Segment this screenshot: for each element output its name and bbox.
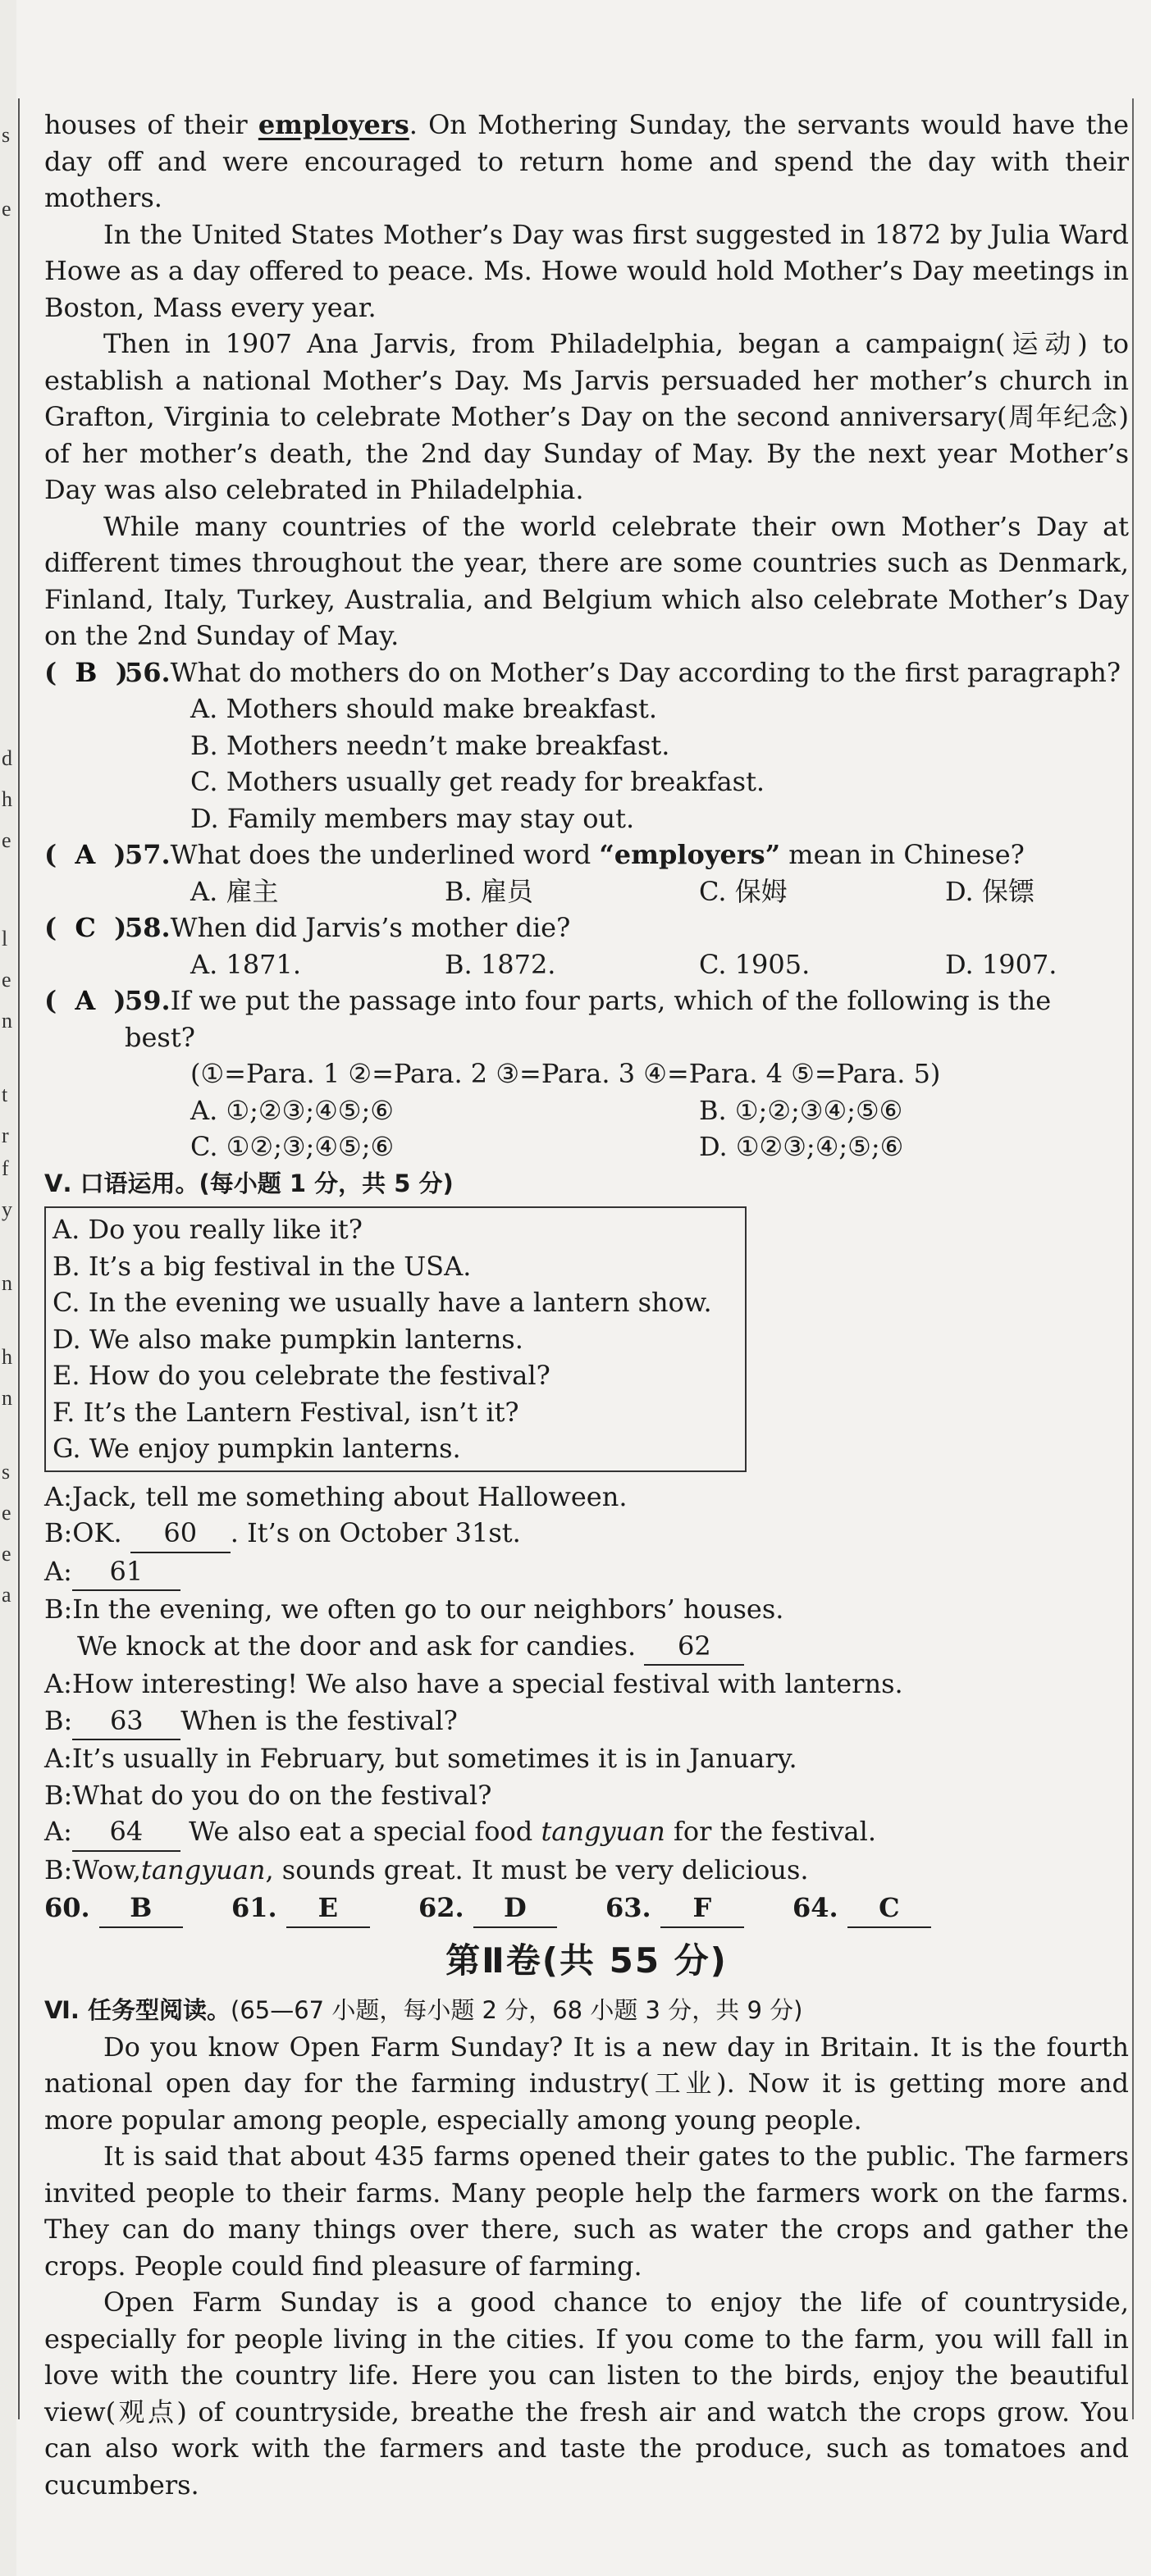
dialogue <box>44 1479 1129 1889</box>
dialogue-line: B:OK. 60 . It’s on October 31st. <box>44 1515 1129 1553</box>
reading-paragraph: Then in 1907 Ana Jarvis, from Philadelphia, began a campaign(运动) to establish a national Mother’s Day. Ms Jarvis persuaded her mother’s church in Grafton, Virginia to celebrate Mother’s Day on the second anniversary(周年纪念) of her mother’s death, the 2nd day Sunday of May. By the next year Mother’s Day was also celebrated in Philadelphia. <box>44 328 1129 505</box>
margin-letter: l <box>2 927 8 951</box>
option: C. ①②;③;④⑤;⑥ <box>190 1131 395 1162</box>
box-option: A. Do you really like it? <box>53 1214 363 1245</box>
answer-mark: ( B ) <box>44 656 128 688</box>
option: A. 雇主 <box>190 875 279 907</box>
margin-letter: y <box>2 1197 12 1221</box>
margin-letter: f <box>2 1156 9 1180</box>
option: C. 1905. <box>699 948 811 980</box>
dialogue-line: We knock at the door and ask for candies. 62 <box>44 1628 1129 1666</box>
section-5-title: Ⅴ. 口语运用。(每小题 1 分，共 5 分) <box>44 1169 454 1197</box>
margin-letter: h <box>2 1345 12 1369</box>
margin-letter: e <box>2 968 11 992</box>
margin-letter: d <box>2 746 12 770</box>
reading-paragraph: In the United States Mother’s Day was first suggested in 1872 by Julia Ward Howe as a day offered to peace. Ms. Howe would hold Mother’s Day meetings in Boston, Mass every year. <box>44 218 1129 323</box>
answer-mark: ( C ) <box>44 912 127 943</box>
reading-paragraph: While many countries of the world celebrate their own Mother’s Day at different times throughout the year, there are some countries such as Denmark, Finland, Italy, Turkey, Australia, and Belgium which also celebrate Mother’s Day on the 2nd Sunday of May. <box>44 510 1129 651</box>
margin-letter: e <box>2 828 11 852</box>
margin-letter: e <box>2 1542 11 1566</box>
dialogue-line: A: 64 We also eat a special food tangyuan for the festival. <box>44 1813 1129 1852</box>
option: A. Mothers should make breakfast. <box>190 693 658 724</box>
right-margin-rule <box>1132 98 1134 2419</box>
dialogue-line: B:In the evening, we often go to our neighbors’ houses. <box>44 1593 784 1625</box>
blank-64: 64 <box>72 1813 180 1852</box>
margin-letter: s <box>2 1460 11 1484</box>
option: B. 雇员 <box>445 875 533 907</box>
margin-letter: a <box>2 1583 11 1607</box>
margin-letter: s <box>2 123 11 147</box>
answer-mark: ( A ) <box>44 985 126 1016</box>
blank-61: 61 <box>72 1553 180 1592</box>
option: D. 1907. <box>945 948 1057 980</box>
blank-62: 62 <box>644 1628 744 1666</box>
answer-63: 63. F <box>605 1890 792 1928</box>
underlined-word: employers <box>258 109 409 140</box>
question-56: ( B ) 56.What do mothers do on Mother’s Day according to the first paragraph? <box>44 654 1129 691</box>
option: B. 1872. <box>445 948 556 980</box>
box-option: D. We also make pumpkin lanterns. <box>53 1323 523 1355</box>
answer-64: 64. C <box>792 1890 980 1928</box>
reading-paragraph: It is said that about 435 farms opened their gates to the public. The farmers invited people to their farms. Many people help the farmers work on the farms. They can do many things over there, such as water the crops and gather the crops. People could find pleasure of farming. <box>44 2141 1129 2282</box>
question-59: ( A ) 59.If we put the passage into four parts, which of the following is the best? <box>44 983 1129 1055</box>
option: D. Family members may stay out. <box>190 802 635 834</box>
options-56 <box>44 691 1129 837</box>
box-option: F. It’s the Lantern Festival, isn’t it? <box>53 1396 519 1428</box>
dialogue-line: B:What do you do on the festival? <box>44 1779 492 1811</box>
box-option: G. We enjoy pumpkin lanterns. <box>53 1433 461 1464</box>
option: B. Mothers needn’t make breakfast. <box>190 729 670 761</box>
answer-60: 60. B <box>44 1890 231 1928</box>
options-box <box>44 1206 747 1472</box>
dialogue-line: B: 63 When is the festival? <box>44 1703 1129 1741</box>
option: C. 保姆 <box>699 875 788 907</box>
reading-paragraph: Do you know Open Farm Sunday? It is a new day in Britain. It is the fourth national open day for the farming industry(工业). Now it is getting more and more popular among people, especially among young people. <box>44 2031 1129 2136</box>
option: A. 1871. <box>190 948 302 980</box>
answer-62: 62. D <box>418 1890 605 1928</box>
blank-63: 63 <box>72 1703 180 1741</box>
answer-mark: ( A ) <box>44 839 126 870</box>
dialogue-line: A:How interesting! We also have a special festival with lanterns. <box>44 1668 903 1699</box>
options-57 <box>44 873 1129 910</box>
margin-letter: n <box>2 1386 12 1410</box>
blank-60: 60 <box>130 1515 231 1553</box>
margin-letter: h <box>2 787 12 811</box>
option: A. ①;②③;④⑤;⑥ <box>190 1094 394 1126</box>
reading-paragraph: Open Farm Sunday is a good chance to enjoy the life of countryside, especially for people living in the cities. If you come to the farm, you will fall in love with the country life. Here you can listen to the birds, enjoy the beautiful view(观点) of countryside, breathe the fresh air and watch the crops grow. You can also work with the farmers and taste the produce, such as tomatoes and cucumbers. <box>44 2286 1129 2501</box>
margin-letter: n <box>2 1009 12 1033</box>
margin-letter: e <box>2 1501 11 1525</box>
reading-paragraph: houses of their employers. On Mothering Sunday, the servants would have the day off and were encouraged to return home and spend the day with their mothers. <box>44 109 1130 213</box>
question-57: ( A ) 57.What does the underlined word “employers” mean in Chinese? <box>44 837 1129 873</box>
answer-61: 61. E <box>231 1890 418 1928</box>
option: B. ①;②;③④;⑤⑥ <box>699 1094 903 1126</box>
margin-letter: r <box>2 1124 9 1147</box>
question-58: ( C ) 58.When did Jarvis’s mother die? <box>44 910 1129 946</box>
option: D. ①②③;④;⑤;⑥ <box>699 1131 904 1162</box>
part-2-title: 第Ⅱ卷(共 55 分) <box>445 1940 728 1981</box>
dialogue-line: A: 61 <box>44 1553 1129 1592</box>
options-59 <box>44 1092 1129 1165</box>
options-58 <box>44 946 1129 983</box>
dialogue-line: A:It’s usually in February, but sometimes it is in January. <box>44 1743 797 1774</box>
left-margin-rule <box>18 98 20 2419</box>
answer-row <box>44 1890 1129 1928</box>
box-option: B. It’s a big festival in the USA. <box>53 1250 472 1282</box>
dialogue-line: A:Jack, tell me something about Halloween. <box>44 1480 628 1512</box>
margin-letter: e <box>2 197 11 221</box>
page-content <box>44 107 1129 2503</box>
dialogue-line: B:Wow,tangyuan, sounds great. It must be very delicious. <box>44 1853 809 1885</box>
paragraph-key: (①=Para. 1 ②=Para. 2 ③=Para. 3 ④=Para. 4 ⑤=Para. 5) <box>190 1058 941 1089</box>
option: C. Mothers usually get ready for breakfast. <box>190 766 765 797</box>
margin-letter: t <box>2 1083 8 1106</box>
section-6-title: Ⅵ. 任务型阅读。(65—67 小题，每小题 2 分，68 小题 3 分，共 9 分) <box>44 1996 803 2024</box>
option: D. 保镖 <box>945 875 1035 907</box>
box-option: C. In the evening we usually have a lantern show. <box>53 1287 712 1318</box>
margin-letter: n <box>2 1271 12 1295</box>
box-option: E. How do you celebrate the festival? <box>53 1360 550 1391</box>
